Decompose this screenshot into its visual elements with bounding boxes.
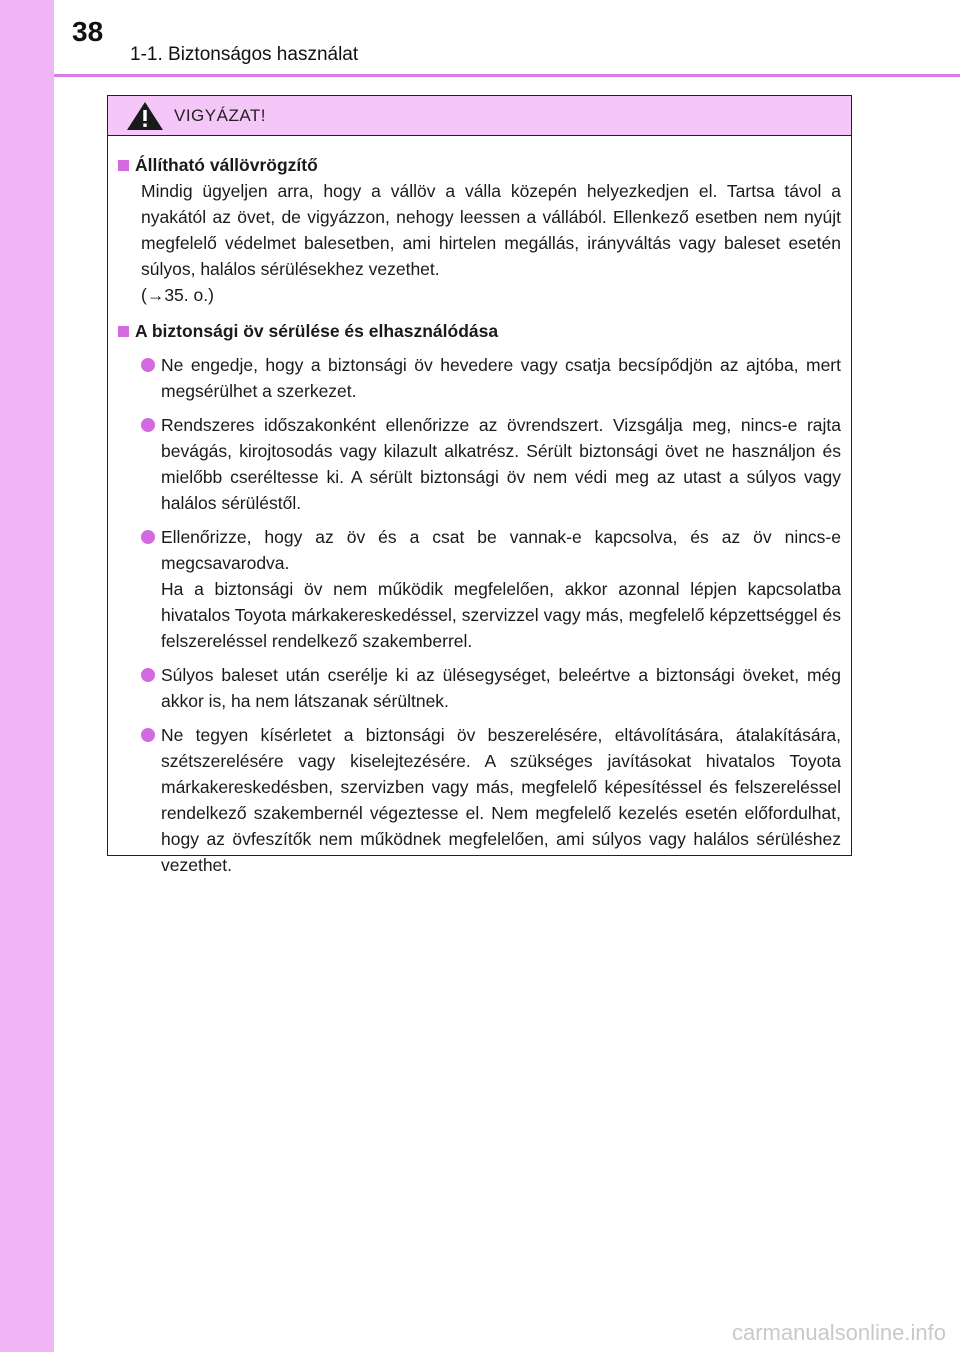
list-item (141, 352, 841, 404)
section-heading-text: Állítható vállövrögzítő (135, 155, 318, 175)
list-item-text: Ellenőrizze, hogy az öv és a csat be vannak-e kapcsolva, és az öv nincs-e megcsavarodva. Ha a biztonsági öv nem működik megfelelően, akkor azonnal lépjen kapcsolatba hivatalos Toyota márkakereskedéssel, szervizzel vagy más, megfelelő képzettséggel és felszereléssel rendelkező szakemberrel. (161, 527, 841, 651)
warning-body (108, 136, 851, 878)
list-item-text: Ne tegyen kísérletet a biztonsági öv beszerelésére, eltávolítására, átalakítására, szétszerelésére vagy kiselejtezésére. A szükséges javításokat hivatalos Toyota márkakereskedésben, szervizben vagy más, megfelelő képesítéssel és felszereléssel rendelkező szakembernél végeztesse el. Nem megfelelő kezelés esetén előfordulhat, hogy az övfeszítők nem működnek megfelelően, ami súlyos vagy halálos sérüléshez vezethet. (161, 725, 841, 875)
section-heading (118, 318, 841, 344)
round-bullet-icon (141, 418, 155, 432)
page-number: 38 (72, 16, 104, 47)
square-bullet-icon (118, 160, 129, 171)
section-heading (118, 152, 841, 178)
list-item-text: Ne engedje, hogy a biztonsági öv hevedere vagy csatja becsípődjön az ajtóba, mert megsérülhet a szerkezet. (161, 355, 841, 401)
warning-triangle-icon (126, 101, 164, 131)
list-item (141, 412, 841, 516)
round-bullet-icon (141, 728, 155, 742)
watermark: carmanualsonline.info (731, 1320, 946, 1345)
section-title: 1-1. Biztonságos használat (130, 44, 359, 65)
round-bullet-icon (141, 668, 155, 682)
list-item-text: Súlyos baleset után cserélje ki az ülésegységet, beleértve a biztonsági öveket, még akkor is, ha nem látszanak sérültnek. (161, 665, 841, 711)
warning-box (107, 95, 852, 875)
square-bullet-icon (118, 326, 129, 337)
round-bullet-icon (141, 358, 155, 372)
list-item (141, 722, 841, 878)
page-reference: (→35. o.) (141, 285, 214, 305)
round-bullet-icon (141, 530, 155, 544)
section-heading-text: A biztonsági öv sérülése és elhasználódása (135, 321, 499, 341)
header-rule (54, 74, 960, 77)
list-item-text: Rendszeres időszakonként ellenőrizze az övrendszert. Vizsgálja meg, nincs-e rajta bevágás, kirojtosodás vagy kilazult alkatrész. Sérült biztonsági övet ne használjon és mielőbb cseréltesse ki. A sérült biztonsági öv nem védi meg az utast a súlyos vagy halálos sérüléstől. (161, 415, 841, 513)
warning-header (108, 96, 851, 136)
section-paragraph: Mindig ügyeljen arra, hogy a vállöv a válla közepén helyezkedjen el. Tartsa távol a nyakától az övet, de vigyázzon, nehogy leessen a vállából. Ellenkező esetben nem nyújt megfelelő védelmet balesetben, ami hirtelen megállás, irányváltás vagy baleset esetén súlyos, halálos sérülésekhez vezethet. (141, 181, 841, 279)
side-color-band (0, 0, 54, 1352)
list-item (141, 524, 841, 654)
warning-title: VIGYÁZAT! (174, 105, 267, 125)
list-item (141, 662, 841, 714)
